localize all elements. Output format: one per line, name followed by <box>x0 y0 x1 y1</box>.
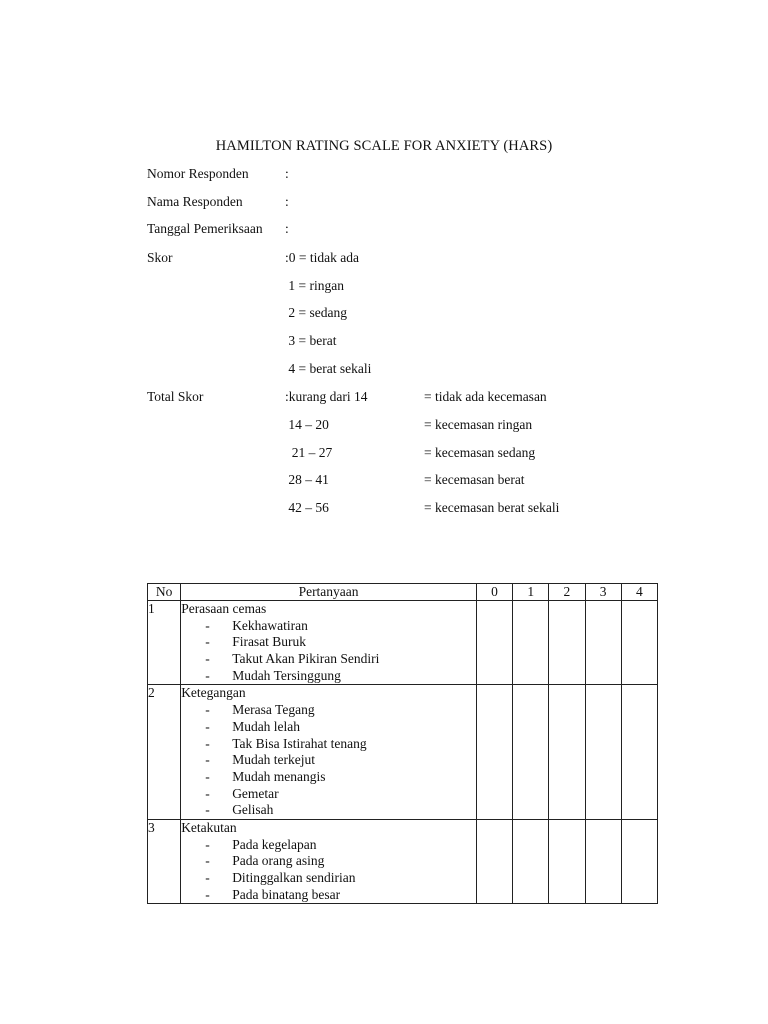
header-score-0: 0 <box>476 584 512 601</box>
score-cell-0[interactable] <box>476 685 512 820</box>
field-label-tanggal-pemeriksaan: Tanggal Pemeriksaan <box>147 221 263 236</box>
score-cell-2[interactable] <box>549 601 585 685</box>
bullet-dash: - <box>205 718 210 734</box>
total-skor-desc: = kecemasan sedang <box>424 445 536 460</box>
item-text: Gelisah <box>232 802 274 818</box>
item-text: Mudah terkejut <box>232 752 316 768</box>
bullet-dash: - <box>205 752 210 768</box>
bullet-dash: - <box>205 651 210 667</box>
total-skor-label: Total Skor <box>147 389 204 404</box>
bullet-dash: - <box>205 785 210 801</box>
total-skor-desc: = kecemasan berat <box>424 472 525 487</box>
score-cell-2[interactable] <box>549 685 585 820</box>
score-cell-4[interactable] <box>621 685 657 820</box>
table-header-row <box>148 584 658 601</box>
field-separator: : <box>285 221 289 236</box>
bullet-dash: - <box>205 735 210 751</box>
score-cell-2[interactable] <box>549 819 585 903</box>
question-item <box>181 634 476 651</box>
question-cell <box>181 685 477 820</box>
bullet-dash: - <box>205 768 210 784</box>
question-item <box>181 618 476 635</box>
row-number: 3 <box>148 819 181 903</box>
bullet-dash: - <box>205 702 210 718</box>
skor-label: Skor <box>147 250 173 265</box>
item-text: Pada kegelapan <box>232 836 317 852</box>
skor-item: 4 = berat sekali <box>285 361 372 376</box>
row-number: 1 <box>148 601 181 685</box>
item-text: Tak Bisa Istirahat tenang <box>232 735 367 751</box>
item-text: Mudah menangis <box>232 768 326 784</box>
skor-item: 2 = sedang <box>285 305 347 320</box>
question-item <box>181 668 476 685</box>
item-text: Takut Akan Pikiran Sendiri <box>232 651 380 667</box>
bullet-dash: - <box>205 634 210 650</box>
question-item <box>181 786 476 803</box>
item-text: Firasat Buruk <box>232 634 307 650</box>
question-item <box>181 870 476 887</box>
question-item <box>181 651 476 668</box>
total-skor-range: 21 – 27 <box>285 445 333 460</box>
question-title: Perasaan cemas <box>181 601 267 616</box>
question-title: Ketegangan <box>181 685 246 701</box>
score-cell-3[interactable] <box>585 601 621 685</box>
total-skor-range: 14 – 20 <box>285 417 329 432</box>
bullet-dash: - <box>205 802 210 818</box>
item-text: Mudah lelah <box>232 718 301 734</box>
field-label-nomor-responden: Nomor Responden <box>147 166 249 181</box>
field-label-nama-responden: Nama Responden <box>147 194 243 209</box>
document-title: HAMILTON RATING SCALE FOR ANXIETY (HARS) <box>215 138 553 154</box>
question-item <box>181 887 476 904</box>
question-title: Ketakutan <box>181 819 237 835</box>
question-cell <box>181 819 477 903</box>
question-item <box>181 853 476 870</box>
skor-item: 1 = ringan <box>285 278 344 293</box>
item-text: Pada orang asing <box>232 853 325 869</box>
question-item <box>181 736 476 753</box>
field-separator: : <box>285 194 289 209</box>
skor-item: 3 = berat <box>285 333 337 348</box>
score-cell-3[interactable] <box>585 685 621 820</box>
question-item <box>181 719 476 736</box>
total-skor-desc: = tidak ada kecemasan <box>424 389 547 404</box>
skor-item: :0 = tidak ada <box>285 250 359 265</box>
total-skor-range: 42 – 56 <box>285 500 329 515</box>
field-separator: : <box>285 166 289 181</box>
score-cell-0[interactable] <box>476 601 512 685</box>
bullet-dash: - <box>205 853 210 869</box>
table-row <box>148 819 658 903</box>
item-text: Merasa Tegang <box>232 702 315 718</box>
item-text: Ditinggalkan sendirian <box>232 870 356 886</box>
score-cell-4[interactable] <box>621 819 657 903</box>
question-item <box>181 702 476 719</box>
total-skor-desc: = kecemasan ringan <box>424 417 533 432</box>
question-item <box>181 837 476 854</box>
bullet-dash: - <box>205 886 210 902</box>
bullet-dash: - <box>205 836 210 852</box>
header-score-2: 2 <box>549 584 585 601</box>
question-item <box>181 752 476 769</box>
score-cell-0[interactable] <box>476 819 512 903</box>
total-skor-desc: = kecemasan berat sekali <box>424 500 560 515</box>
bullet-dash: - <box>205 870 210 886</box>
hars-table <box>147 583 658 904</box>
bullet-dash: - <box>205 667 210 683</box>
item-text: Kekhawatiran <box>232 617 308 633</box>
item-text: Pada binatang besar <box>232 886 341 902</box>
bullet-dash: - <box>205 617 210 633</box>
question-cell <box>181 601 477 685</box>
row-number: 2 <box>148 685 181 820</box>
total-skor-range: :kurang dari 14 <box>285 389 368 404</box>
item-text: Gemetar <box>232 785 279 801</box>
score-cell-3[interactable] <box>585 819 621 903</box>
table-row <box>148 601 658 685</box>
score-cell-1[interactable] <box>513 819 549 903</box>
question-item <box>181 769 476 786</box>
table-row <box>148 685 658 820</box>
header-score-1: 1 <box>513 584 549 601</box>
item-text: Mudah Tersinggung <box>232 667 341 683</box>
total-skor-range: 28 – 41 <box>285 472 329 487</box>
header-score-3: 3 <box>585 584 621 601</box>
header-score-4: 4 <box>621 584 657 601</box>
score-cell-4[interactable] <box>621 601 657 685</box>
header-no: No <box>148 584 181 601</box>
question-item <box>181 802 476 819</box>
score-cell-1[interactable] <box>513 601 549 685</box>
score-cell-1[interactable] <box>513 685 549 820</box>
header-pertanyaan: Pertanyaan <box>181 584 477 601</box>
